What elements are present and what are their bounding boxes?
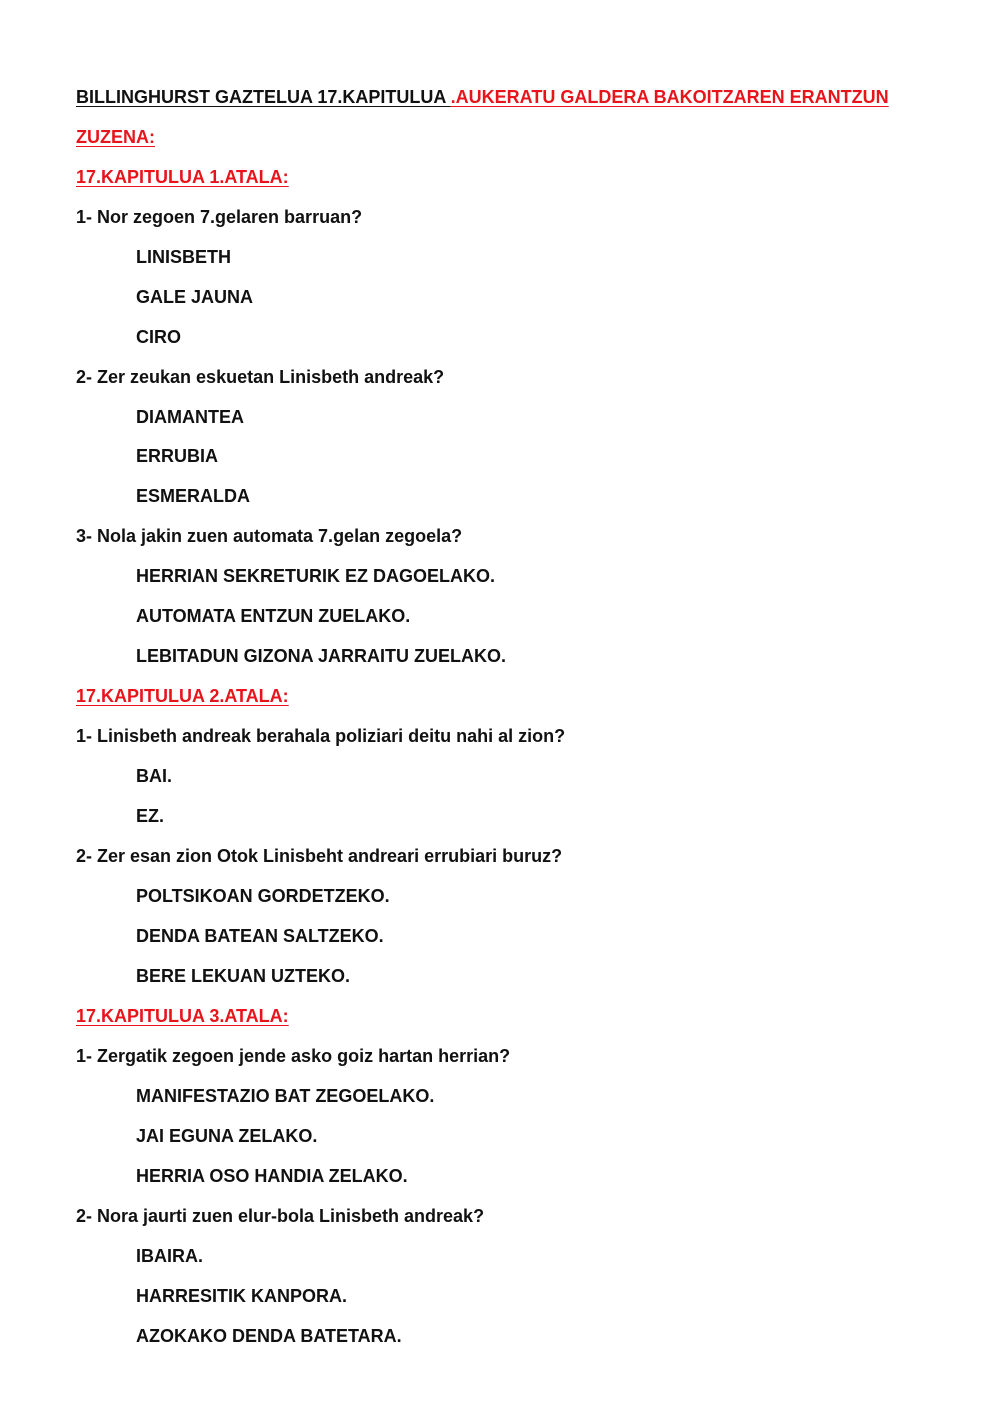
answer-option[interactable]: LINISBETH bbox=[136, 247, 232, 267]
answer-option[interactable]: BAI. bbox=[136, 766, 172, 786]
question-3-1: 1- Zergatik zegoen jende asko goiz hartan herrian? bbox=[76, 1046, 511, 1066]
answer-option[interactable]: HARRESITIK KANPORA. bbox=[136, 1286, 348, 1306]
title-line-1 bbox=[76, 86, 889, 108]
answer-option[interactable]: AZOKAKO DENDA BATETARA. bbox=[136, 1326, 402, 1346]
answer-option[interactable]: GALE JAUNA bbox=[136, 287, 254, 307]
answer-option[interactable]: AUTOMATA ENTZUN ZUELAKO. bbox=[136, 606, 411, 626]
question-1-2: 2- Zer zeukan eskuetan Linisbeth andreak? bbox=[76, 367, 445, 387]
question-3-2: 2- Nora jaurti zuen elur-bola Linisbeth andreak? bbox=[76, 1206, 485, 1226]
section-heading-3: 17.KAPITULUA 3.ATALA: bbox=[76, 1006, 289, 1026]
answer-option[interactable]: HERRIAN SEKRETURIK EZ DAGOELAKO. bbox=[136, 566, 496, 586]
answer-option[interactable]: BERE LEKUAN UZTEKO. bbox=[136, 966, 351, 986]
section-heading-2: 17.KAPITULUA 2.ATALA: bbox=[76, 686, 289, 706]
section-heading-1: 17.KAPITULUA 1.ATALA: bbox=[76, 167, 289, 187]
answer-option[interactable]: EZ. bbox=[136, 806, 165, 826]
title-instruction-end: ZUZENA: bbox=[76, 127, 155, 147]
answer-option[interactable]: POLTSIKOAN GORDETZEKO. bbox=[136, 886, 390, 906]
answer-option[interactable]: LEBITADUN GIZONA JARRAITU ZUELAKO. bbox=[136, 646, 506, 666]
answer-option[interactable]: MANIFESTAZIO BAT ZEGOELAKO. bbox=[136, 1086, 435, 1106]
question-1-3: 3- Nola jakin zuen automata 7.gelan zegoela? bbox=[76, 526, 463, 546]
question-1-1: 1- Nor zegoen 7.gelaren barruan? bbox=[76, 207, 363, 227]
title-instruction: .AUKERATU GALDERA BAKOITZAREN ERANTZUN bbox=[450, 87, 889, 107]
title-book-chapter: BILLINGHURST GAZTELUA 17.KAPITULUA bbox=[76, 87, 451, 107]
question-2-1: 1- Linisbeth andreak berahala poliziari deitu nahi al zion? bbox=[76, 726, 566, 746]
answer-option[interactable]: ESMERALDA bbox=[136, 486, 251, 506]
answer-option[interactable]: DIAMANTEA bbox=[136, 407, 244, 427]
answer-option[interactable]: ERRUBIA bbox=[136, 446, 219, 466]
answer-option[interactable]: IBAIRA. bbox=[136, 1246, 203, 1266]
answer-option[interactable]: JAI EGUNA ZELAKO. bbox=[136, 1126, 318, 1146]
answer-option[interactable]: DENDA BATEAN SALTZEKO. bbox=[136, 926, 384, 946]
title-line-2 bbox=[76, 126, 155, 148]
question-2-2: 2- Zer esan zion Otok Linisbeht andreari errubiari buruz? bbox=[76, 846, 563, 866]
answer-option[interactable]: HERRIA OSO HANDIA ZELAKO. bbox=[136, 1166, 408, 1186]
answer-option[interactable]: CIRO bbox=[136, 327, 181, 347]
